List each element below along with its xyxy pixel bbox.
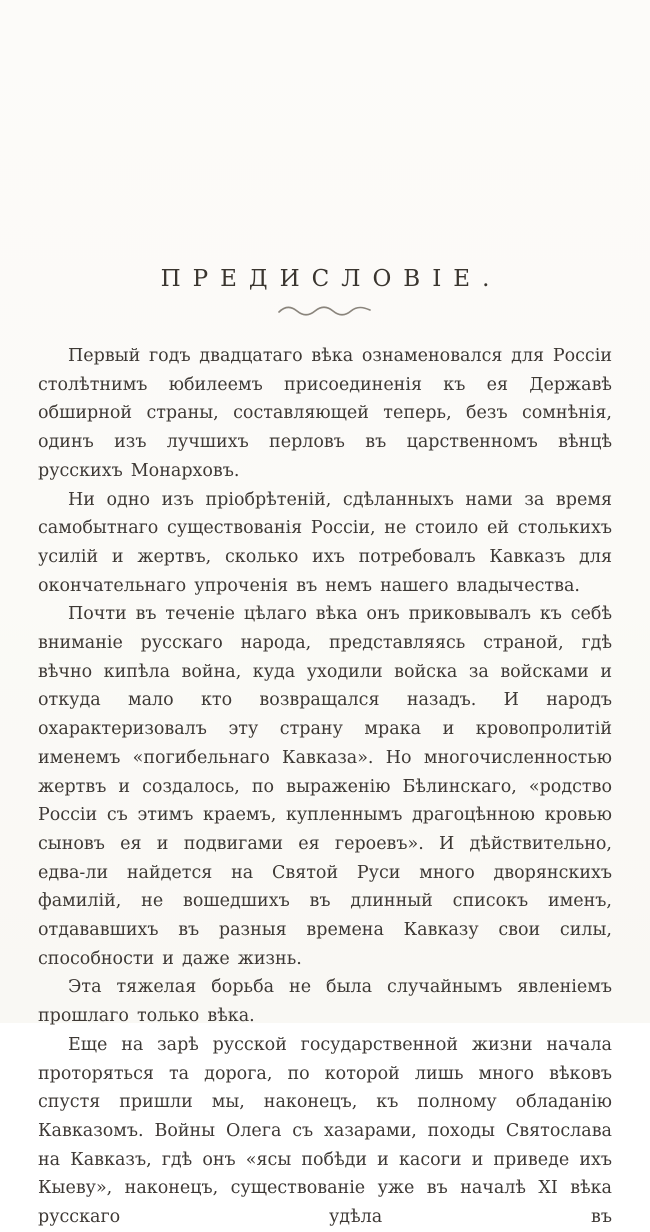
preface-body (38, 342, 612, 1232)
paragraph-1: Первый годъ двадцатаго вѣка ознаменовался для Россіи столѣтнимъ юбилеемъ присоединенія къ ея Державѣ обширной страны, составляющей теперь, безъ сомнѣнія, одинъ изъ лучшихъ перловъ въ царственномъ вѣнцѣ русскихъ Монарховъ. (38, 346, 612, 481)
paragraph-3: Почти въ теченіе цѣлаго вѣка онъ приковывалъ къ себѣ вниманіе русскаго народа, представляясь страной, гдѣ вѣчно кипѣла война, куда уходили войска за войсками и откуда мало кто возвращался назадъ. И народъ охарактеризовалъ эту страну мрака и кровопролитій именемъ «погибельнаго Кавказа». Но многочисленностью жертвъ и создалось, по выраженію Бѣлинскаго, «родство Россіи съ этимъ краемъ, купленнымъ драгоцѣнною кровью сыновъ ея и подвигами ея героевъ». И дѣйствительно, едва-ли найдется на Святой Руси много дворянскихъ фамилій, не вошедшихъ въ длинный списокъ именъ, отдававшихъ въ разныя времена Кавказу свои силы, способности и даже жизнь. (38, 604, 612, 969)
title-flourish-ornament (0, 305, 650, 319)
paragraph-5: Еще на зарѣ русской государственной жизни начала проторяться та дорога, по которой лишь много вѣковъ спустя пришли мы, наконецъ, къ полному обладанію Кавказомъ. Войны Олега съ хазарами, походы Святослава на Кавказъ, гдѣ онъ «ясы побѣди и касоги и приведе ихъ Кыеву», наконецъ, существованіе уже въ началѣ XI вѣка русскаго удѣла въ (38, 1034, 612, 1228)
page-title: ПРЕДИСЛОВІЕ. (160, 266, 502, 292)
paragraph-2: Ни одно изъ пріобрѣтеній, сдѣланныхъ нами за время самобытнаго существованія Россіи, не стоило ей столькихъ усилій и жертвъ, сколько ихъ потребовалъ Кавказъ для окончательнаго упроченія въ немъ нашего владычества. (38, 489, 612, 596)
paragraph-4: Эта тяжелая борьба не была случайнымъ явленіемъ прошлаго только вѣка. (38, 977, 612, 1027)
